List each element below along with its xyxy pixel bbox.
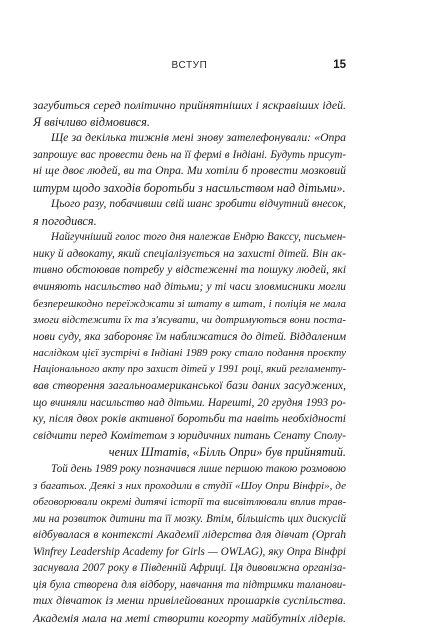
text-line: Найгучніший голос того дня належав Ендрю Вакссу, письмен- — [51, 231, 346, 244]
text-line: нику й адвокату, який спеціалізується на захисті дітей. Він ак- — [33, 247, 346, 260]
text-line: чених Штатів, «Білль Опри» був прийнятий. — [108, 445, 346, 460]
text-line: заснувала 2007 року в Південній Африці. Ця дивовижна організа- — [33, 562, 346, 575]
text-line: наслідком цієї зустрічі в Індіані 1989 року стало подання проєкту — [33, 347, 346, 360]
text-line: загубиться серед політично прийнятніших і яскравіших ідей. — [33, 98, 346, 112]
running-head: ВСТУП — [171, 60, 208, 71]
text-line: запрошує вас провести день на її фермі в Індіані. Будуть присут- — [33, 148, 346, 161]
text-line: що вчиняли насильство над дітьми. Нарешті, 20 грудня 1993 ро- — [33, 396, 346, 409]
text-line: вав створення загальноамериканської бази даних засуджених, — [33, 379, 346, 393]
text-line: нови суду, яка забороняє їм наближатися до дітей. Віддаленим — [33, 330, 346, 343]
text-line: ція була створена для відбору, навчання та підтримки таланови- — [33, 578, 346, 591]
text-line: свідчити перед Комітетом з юридичних питань Сенату Сполу- — [33, 429, 346, 442]
text-line: штурм щодо заходів боротьби з насильством над дітьми». — [33, 180, 346, 195]
text-line: тивно обстоював потребу у відстеженні та пошуку людей, які — [33, 264, 346, 277]
text-line: Цього разу, побачивши свій шанс зробити відчутний внесок, — [51, 198, 346, 211]
text-line: вчиняють насильство над дітьми; у ті часи зловмисники могли — [33, 281, 346, 294]
text-line: змоги відстежити їх та з'ясувати, чи дотримуються вони поста- — [33, 314, 346, 327]
text-line: Я ввічливо відмовився. — [33, 114, 150, 129]
page-header — [33, 60, 346, 74]
page-number: 15 — [333, 59, 346, 71]
text-line: Ще за декілька тижнів мені знову зателефонували: «Опра — [51, 131, 346, 145]
text-line: Winfrey Leadership Academy for Girls — OWLAG), яку Опра Вінфрі — [33, 545, 346, 558]
text-line: Той день 1989 року позначився лише першою такою розмовою — [51, 463, 346, 476]
text-line: безперешкодно переїжджати зі штату в штат, і поліція не мала — [33, 297, 346, 310]
text-line: обговорювали окремі дитячі історії та висвітлювали вплив трав- — [33, 496, 346, 509]
text-line: Національного акту про захист дітей у 1991 році, який регламенту- — [33, 363, 346, 375]
text-line: я погодився. — [33, 213, 97, 228]
text-line: Академія мала на меті створити когорту майбутніх лідерів. — [33, 610, 346, 625]
text-line: ні ще двоє людей, ви та Опра. Ми хотіли б провести мозковий — [33, 164, 346, 178]
text-line: ку, після двох років активної боротьби та навіть необхідності — [33, 413, 346, 426]
text-line: відбувалася в контексті Академії лідерства для дівчат (Oprah — [33, 528, 346, 542]
text-line: тих дівчаток із менш привілейованих прошарків суспільства. — [33, 594, 346, 608]
text-line: з багатьох. Деякі з них проходили в студії «Шоу Опри Вінфрі», де — [33, 479, 346, 492]
body-text — [33, 97, 346, 627]
text-line: ми на розвиток дитини та її мозку. Втім, більшість цих дискусій — [33, 512, 346, 525]
